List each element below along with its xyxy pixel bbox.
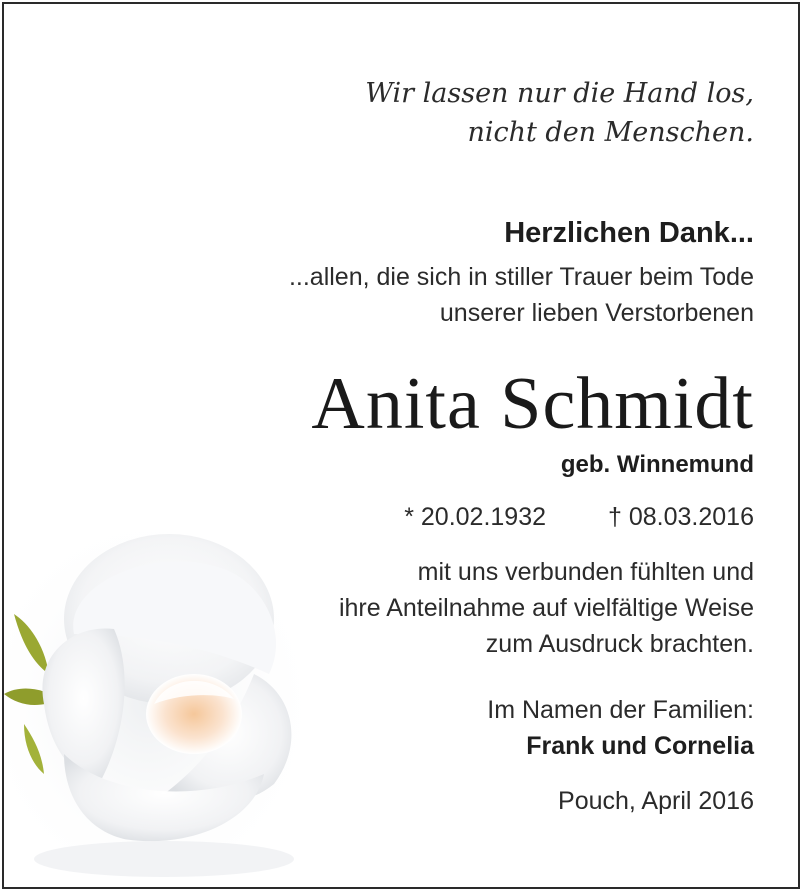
maiden-name: geb. Winnemund: [560, 451, 754, 478]
signature-intro: Im Namen der Familien:: [487, 696, 754, 724]
quote: [365, 74, 754, 152]
place-date: Pouch, April 2016: [558, 787, 754, 815]
signature-names: Frank und Cornelia: [526, 732, 754, 760]
thanks-text: [289, 259, 754, 331]
death-date: † 08.03.2016: [608, 503, 754, 531]
life-dates: [404, 503, 754, 532]
message-line-3: zum Ausdruck brachten.: [485, 630, 754, 658]
message-line-1: mit uns verbunden fühlten und: [417, 558, 754, 586]
quote-line-1: Wir lassen nur die Hand los,: [365, 78, 754, 109]
thanks-heading: Herzlichen Dank...: [504, 217, 754, 249]
white-rose-image: [4, 524, 324, 884]
obituary-card: [2, 2, 800, 889]
thanks-line-2: unserer lieben Verstorbenen: [439, 299, 754, 327]
message-text: [339, 554, 754, 662]
quote-line-2: nicht den Menschen.: [467, 117, 754, 148]
deceased-name: Anita Schmidt: [311, 363, 754, 445]
thanks-line-1: ...allen, die sich in stiller Trauer beim Tode: [288, 263, 754, 291]
birth-date: * 20.02.1932: [404, 503, 547, 531]
message-line-2: ihre Anteilnahme auf vielfältige Weise: [338, 594, 754, 622]
